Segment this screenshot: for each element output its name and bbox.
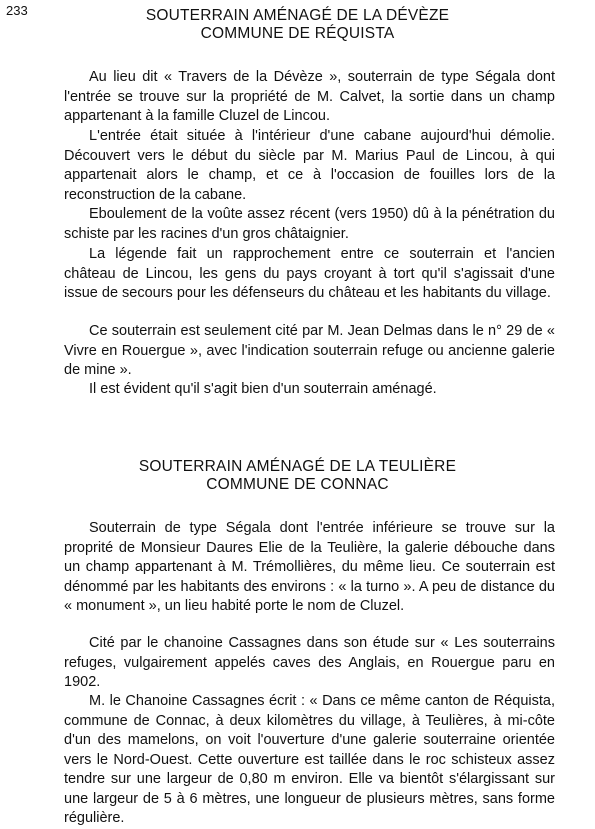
- paragraph: Eboulement de la voûte assez récent (vers 1950) dû à la pénétration du schiste par les racines d'un gros châtaignier.: [64, 206, 555, 242]
- paragraph: La légende fait un rapprochement entre ce souterrain et l'ancien château de Lincou, les gens du pays croyant à tort qu'il s'agissait d'une issue de secours pour les défenseurs du château et les habitants du village.: [64, 246, 555, 301]
- paragraph: Au lieu dit « Travers de la Dévèze », souterrain de type Ségala dont l'entrée se trouve sur la propriété de M. Calvet, la sortie dans un champ appartenant à la famille Cluzel de Lincou.: [64, 69, 555, 124]
- paragraph: M. le Chanoine Cassagnes écrit : « Dans ce même canton de Réquista, commune de Connac, à deux kilomètres du village, à Teulières, à mi-côte d'un des mamelons, on voit l'ouverture d'une galerie souterraine orientée vers le Nord-Ouest. Cette ouverture est taillée dans le roc schisteux assez tendre sur une largeur de 0,80 m environ. Elle va bientôt s'élargissant sur une largeur de 5 à 6 mètres, une longueur de plusieurs mètres, sans forme régulière.: [64, 693, 555, 826]
- section-title: SOUTERRAIN AMÉNAGÉ DE LA TEULIÈRE: [138, 458, 457, 475]
- section-subtitle: COMMUNE DE CONNAC: [206, 476, 389, 493]
- page-number: 233: [6, 3, 28, 18]
- paragraph: Ce souterrain est seulement cité par M. Jean Delmas dans le n° 29 de « Vivre en Rouergue », avec l'indication souterrain refuge ou ancienne galerie de mine ».: [64, 323, 555, 378]
- paragraph: Il est évident qu'il s'agit bien d'un souterrain aménagé.: [89, 381, 437, 397]
- paragraph: L'entrée était située à l'intérieur d'une cabane aujourd'hui démolie. Découvert vers le début du siècle par M. Marius Paul de Lincou, à qui appartenait alors le champ, et ce à l'occasion de fouilles lors de la reconstruction de la cabane.: [64, 128, 555, 203]
- section-title: SOUTERRAIN AMÉNAGÉ DE LA DÉVÈZE: [145, 7, 450, 24]
- section-heading-teuliere: [0, 458, 595, 494]
- paragraph: Souterrain de type Ségala dont l'entrée inférieure se trouve sur la proprité de Monsieur Daures Elie de la Teulière, la galerie débouche dans un champ appartenant à M. Trémollières, du même lieu. Ce souterrain est dénommé par les habitants des environs : « la turno ». A peu de distance du « monument », un lieu habité porte le nom de Cluzel.: [64, 520, 555, 614]
- paragraph: Cité par le chanoine Cassagnes dans son étude sur « Les souterrains refuges, vulgairement appelés caves des Anglais, en Rouergue paru en 1902.: [64, 635, 555, 690]
- section-subtitle: COMMUNE DE RÉQUISTA: [200, 25, 395, 42]
- section-heading-deveze: [0, 7, 595, 43]
